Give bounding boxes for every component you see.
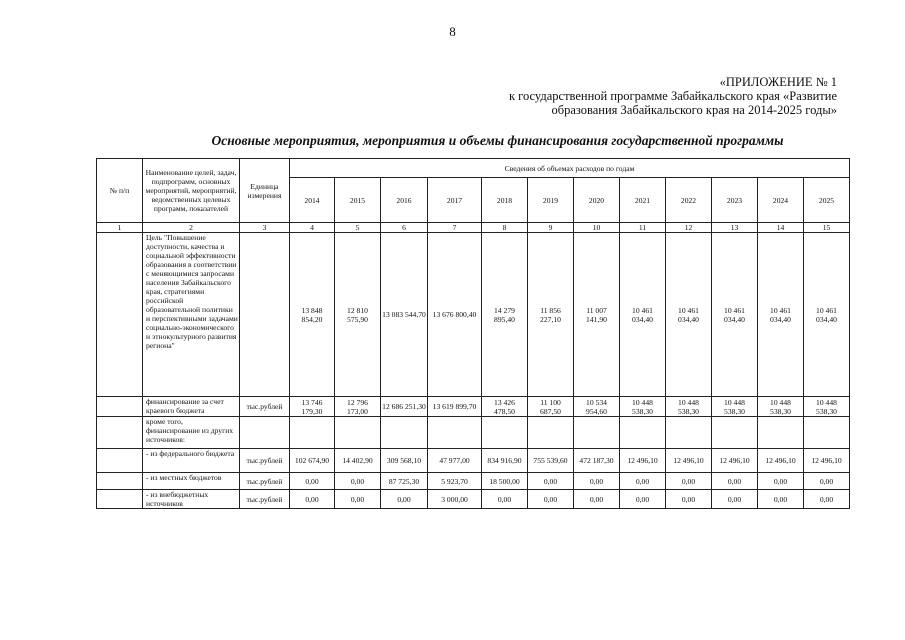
- row-value: 12 496,10: [712, 449, 758, 473]
- row-value: 0,00: [290, 473, 335, 490]
- row-value: [804, 417, 850, 449]
- appendix-header: [417, 75, 837, 117]
- row-num: [97, 397, 143, 417]
- row-value: 12 810 575,90: [335, 233, 381, 397]
- row-value: 309 568,10: [381, 449, 428, 473]
- row-value: [428, 417, 482, 449]
- column-index: 8: [482, 223, 528, 233]
- header-year: 2020: [574, 178, 620, 223]
- row-value: 0,00: [482, 490, 528, 509]
- column-index: 10: [574, 223, 620, 233]
- header-year: 2019: [528, 178, 574, 223]
- table-row: [97, 397, 850, 417]
- appendix-line-2: к государственной программе Забайкальского края «Развитие: [508, 89, 837, 103]
- row-value: 12 496,10: [666, 449, 712, 473]
- row-value: 10 448 538,30: [666, 397, 712, 417]
- row-value: 87 725,30: [381, 473, 428, 490]
- row-num: [97, 490, 143, 509]
- row-value: 14 279 895,40: [482, 233, 528, 397]
- row-value: 0,00: [666, 473, 712, 490]
- row-value: 47 977,00: [428, 449, 482, 473]
- row-value: 0,00: [758, 490, 804, 509]
- row-value: 834 916,90: [482, 449, 528, 473]
- row-unit: тыс.рублей: [240, 449, 290, 473]
- row-value: 0,00: [528, 490, 574, 509]
- row-value: 13 848 854,20: [290, 233, 335, 397]
- row-value: 0,00: [712, 490, 758, 509]
- row-unit: тыс.рублей: [240, 490, 290, 509]
- row-value: 10 461 034,40: [804, 233, 850, 397]
- column-index: 13: [712, 223, 758, 233]
- row-num: [97, 233, 143, 397]
- row-value: 0,00: [758, 473, 804, 490]
- header-year: 2025: [804, 178, 850, 223]
- row-name: - из федерального бюджета: [143, 449, 240, 473]
- page-number: 8: [449, 24, 456, 39]
- row-unit: тыс.рублей: [240, 397, 290, 417]
- row-value: 10 448 538,30: [804, 397, 850, 417]
- column-index: 3: [240, 223, 290, 233]
- row-value: [482, 417, 528, 449]
- row-value: 0,00: [620, 490, 666, 509]
- row-unit: тыс.рублей: [240, 473, 290, 490]
- row-value: 5 923,70: [428, 473, 482, 490]
- document-title: Основные мероприятия, мероприятия и объемы финансирования государственной программы: [211, 133, 784, 148]
- column-index: 15: [804, 223, 850, 233]
- row-value: 10 534 954,60: [574, 397, 620, 417]
- row-value: [290, 417, 335, 449]
- row-num: [97, 449, 143, 473]
- row-value: 0,00: [574, 473, 620, 490]
- row-value: 13 746 179,30: [290, 397, 335, 417]
- row-name: - из внебюджетных источников: [143, 490, 240, 509]
- row-name: - из местных бюджетов: [143, 473, 240, 490]
- row-value: [335, 417, 381, 449]
- row-value: 13 619 899,70: [428, 397, 482, 417]
- column-index: 5: [335, 223, 381, 233]
- appendix-line-3: образования Забайкальского края на 2014-2025 годы»: [551, 103, 837, 117]
- row-value: 13 083 544,70: [381, 233, 428, 397]
- header-year: 2017: [428, 178, 482, 223]
- header-num: № п/п: [97, 159, 143, 223]
- header-year: 2022: [666, 178, 712, 223]
- row-value: 12 686 251,30: [381, 397, 428, 417]
- table-row: [97, 449, 850, 473]
- row-value: [574, 417, 620, 449]
- row-value: 18 500,00: [482, 473, 528, 490]
- row-value: 0,00: [381, 490, 428, 509]
- header-year-group: Сведения об объемах расходов по годам: [290, 159, 850, 178]
- row-value: 0,00: [528, 473, 574, 490]
- header-unit: Единица измерения: [240, 159, 290, 223]
- row-value: 10 448 538,30: [620, 397, 666, 417]
- row-value: 12 796 173,00: [335, 397, 381, 417]
- column-index: 7: [428, 223, 482, 233]
- row-name: кроме того, финансирование из других источников:: [143, 417, 240, 449]
- row-value: 13 676 800,40: [428, 233, 482, 397]
- row-value: 0,00: [620, 473, 666, 490]
- row-value: 10 448 538,30: [758, 397, 804, 417]
- header-year: 2023: [712, 178, 758, 223]
- header-year: 2014: [290, 178, 335, 223]
- row-num: [97, 473, 143, 490]
- column-index: 1: [97, 223, 143, 233]
- row-value: 0,00: [804, 490, 850, 509]
- row-value: 11 856 227,10: [528, 233, 574, 397]
- row-value: 11 100 687,50: [528, 397, 574, 417]
- table-row: [97, 473, 850, 490]
- row-value: 0,00: [666, 490, 712, 509]
- row-value: 10 461 034,40: [620, 233, 666, 397]
- row-value: [381, 417, 428, 449]
- row-value: 0,00: [290, 490, 335, 509]
- row-value: 12 496,10: [620, 449, 666, 473]
- appendix-line-1: «ПРИЛОЖЕНИЕ № 1: [719, 75, 837, 89]
- header-year: 2018: [482, 178, 528, 223]
- column-index: 6: [381, 223, 428, 233]
- financing-table: [96, 158, 850, 509]
- row-value: 755 539,60: [528, 449, 574, 473]
- row-value: 10 461 034,40: [712, 233, 758, 397]
- row-value: 0,00: [335, 473, 381, 490]
- table-index-row: [97, 223, 850, 233]
- row-value: 11 007 141,90: [574, 233, 620, 397]
- row-value: [666, 417, 712, 449]
- table-row: [97, 233, 850, 397]
- row-value: [620, 417, 666, 449]
- row-name: Цель "Повышение доступности, качества и социальной эффективности образования в соответствии с меняющимися запросами населения Забайкальского края, стратегиями российской образовательной политики и перспективными задачами социально-экономического и этнокультурного развития региона": [143, 233, 240, 397]
- row-value: 10 461 034,40: [758, 233, 804, 397]
- header-name: Наименование целей, задач, подпрограмм, основных мероприятий, мероприятий, ведомственных целевых программ, показателей: [143, 159, 240, 223]
- header-year: 2021: [620, 178, 666, 223]
- row-value: 10 461 034,40: [666, 233, 712, 397]
- row-value: [712, 417, 758, 449]
- column-index: 4: [290, 223, 335, 233]
- row-name: финансирование за счет краевого бюджета: [143, 397, 240, 417]
- row-value: 13 426 478,50: [482, 397, 528, 417]
- column-index: 12: [666, 223, 712, 233]
- table-row: [97, 490, 850, 509]
- row-value: 0,00: [335, 490, 381, 509]
- row-value: 0,00: [712, 473, 758, 490]
- row-value: 0,00: [574, 490, 620, 509]
- table-row: [97, 417, 850, 449]
- column-index: 9: [528, 223, 574, 233]
- column-index: 14: [758, 223, 804, 233]
- header-year: 2016: [381, 178, 428, 223]
- column-index: 11: [620, 223, 666, 233]
- row-num: [97, 417, 143, 449]
- header-year: 2015: [335, 178, 381, 223]
- row-value: 3 000,00: [428, 490, 482, 509]
- column-index: 2: [143, 223, 240, 233]
- row-value: 0,00: [804, 473, 850, 490]
- row-value: 102 674,90: [290, 449, 335, 473]
- table-header-row: [97, 159, 850, 178]
- row-unit: [240, 417, 290, 449]
- row-value: [528, 417, 574, 449]
- header-year: 2024: [758, 178, 804, 223]
- row-value: 12 496,10: [758, 449, 804, 473]
- row-unit: [240, 233, 290, 397]
- row-value: 12 496,10: [804, 449, 850, 473]
- row-value: 10 448 538,30: [712, 397, 758, 417]
- row-value: 472 187,30: [574, 449, 620, 473]
- row-value: 14 402,90: [335, 449, 381, 473]
- row-value: [758, 417, 804, 449]
